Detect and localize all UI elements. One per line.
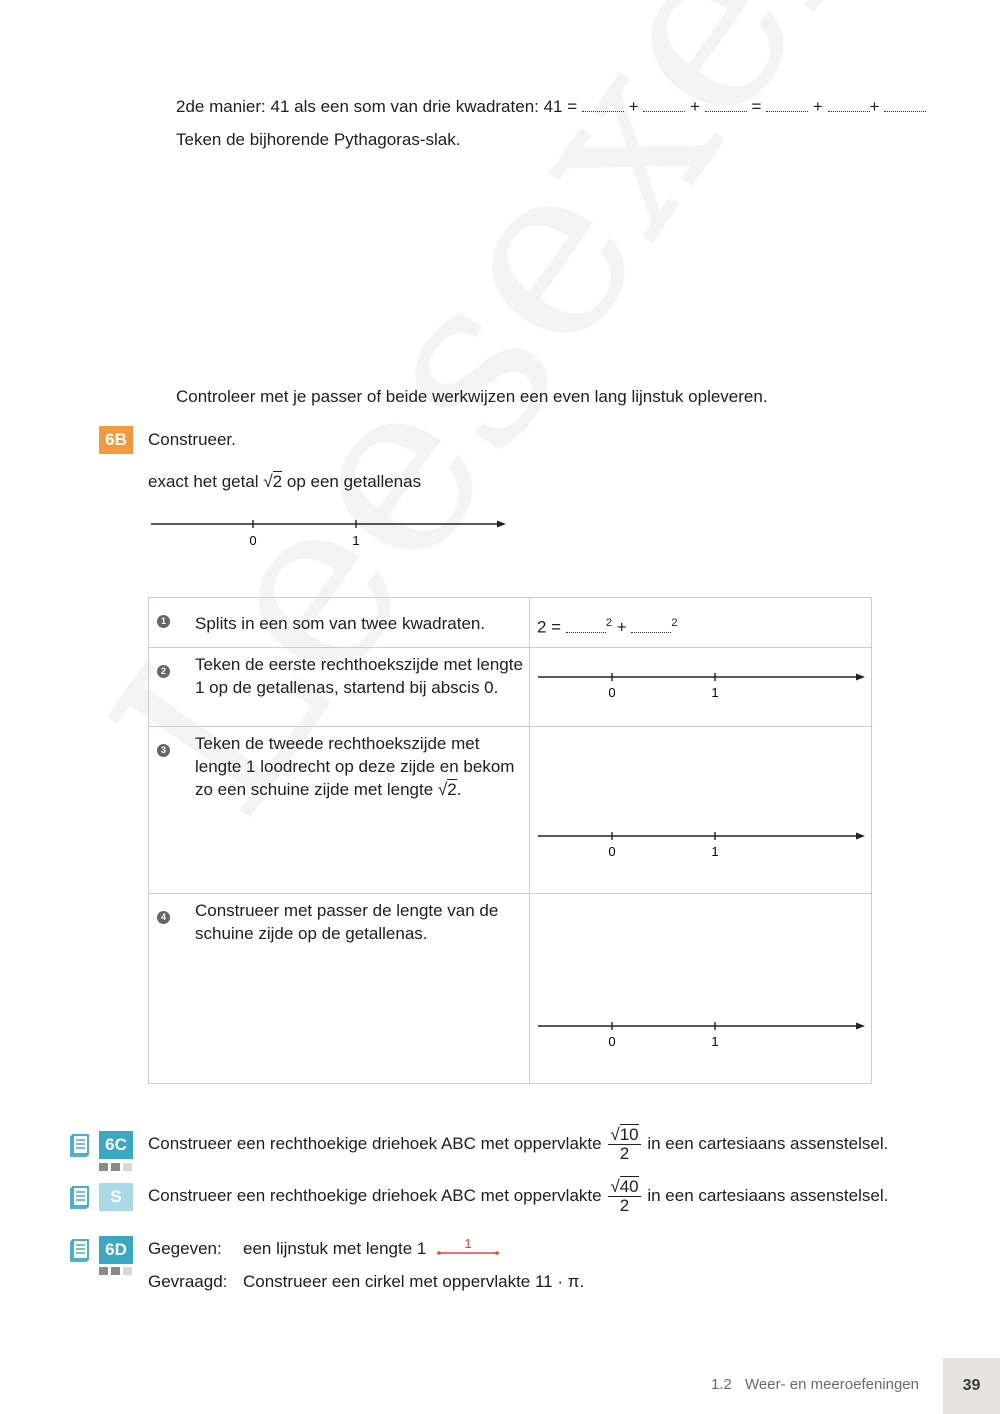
book-icon[interactable] — [69, 1133, 91, 1157]
blank-5[interactable] — [828, 99, 870, 112]
step-row-1 — [149, 598, 872, 648]
square-blank-2[interactable] — [631, 620, 671, 633]
6c-fraction: $\frac{√10}{2}$ — [610, 1125, 639, 1164]
asked-text: Construeer een cirkel met oppervlakte 11 · π. — [243, 1272, 585, 1291]
step-2-axis-label-0: 0 — [608, 685, 616, 700]
blank-1[interactable] — [582, 99, 624, 112]
step-1-answer — [530, 598, 872, 648]
step-2-number: 2 — [157, 665, 170, 678]
step-4-drawing[interactable] — [530, 894, 872, 1084]
exponent-1: 2 — [605, 617, 612, 629]
sqrt-symbol: √ — [437, 780, 448, 799]
step-1-text: Splits in een som van twee kwadraten. — [195, 614, 486, 633]
unit-segment — [435, 1236, 505, 1258]
given-label: Gegeven: — [148, 1239, 222, 1258]
axis-label-1: 1 — [352, 533, 360, 548]
blank-6[interactable] — [884, 99, 926, 112]
exercise-s-badge: S — [99, 1183, 133, 1211]
step-3-axis-label-0: 0 — [608, 844, 616, 859]
step-4-axis-label-1: 1 — [711, 1034, 719, 1049]
step-1-answer-line — [537, 612, 678, 639]
number-line-step-2 — [535, 670, 870, 702]
6c-denominator: 2 — [619, 1144, 630, 1164]
step-2-text: Teken de eerste rechthoekszijde met lengte 1 op de getallenas, startend bij abscis 0. — [195, 655, 523, 697]
s-suffix: in een cartesiaans assenstelsel. — [647, 1186, 889, 1205]
task-prefix: exact het getal — [148, 472, 259, 491]
blank-2[interactable] — [643, 99, 685, 112]
exponent-2: 2 — [671, 617, 678, 629]
page-number: 39 — [943, 1358, 1000, 1414]
step-2-axis-label-1: 1 — [711, 685, 719, 700]
task-suffix: op een getallenas — [286, 472, 422, 491]
number-line-main — [148, 515, 513, 555]
square-blank-1[interactable] — [566, 620, 606, 633]
plus-3: + — [812, 97, 823, 116]
number-line-step-3 — [535, 829, 870, 861]
step-4-text: Construeer met passer de lengte van de schuine zijde op de getallenas. — [195, 901, 499, 943]
check-instruction: Controleer met je passer of beide werkwijzen een even lang lijnstuk opleveren. — [176, 387, 768, 406]
given-text: een lijnstuk met lengte 1 — [243, 1239, 427, 1258]
sqrt-radicand: 2 — [272, 472, 283, 491]
book-icon[interactable] — [69, 1185, 91, 1209]
step-2-instruction — [149, 648, 530, 727]
exercise-6b-task — [148, 471, 421, 493]
step-4-instruction — [149, 894, 530, 1084]
method2-prefix: 2de manier: 41 als een som van drie kwadraten: 41 = — [176, 97, 578, 116]
segment-label: 1 — [464, 1236, 472, 1251]
exercise-6b-badge: 6B — [99, 426, 133, 454]
plus-1: + — [628, 97, 639, 116]
answer-plus: + — [616, 617, 627, 637]
step-3-axis-label-1: 1 — [711, 844, 719, 859]
step-3-radicand: 2 — [447, 780, 457, 799]
blank-3[interactable] — [705, 99, 747, 112]
footer-section: 1.2 — [711, 1376, 732, 1393]
step-1-number: 1 — [157, 615, 170, 628]
step-4-number: 4 — [157, 911, 170, 924]
book-icon[interactable] — [69, 1238, 91, 1262]
difficulty-bars-6d — [99, 1267, 133, 1275]
blank-4[interactable] — [766, 99, 808, 112]
s-denominator: 2 — [619, 1196, 630, 1216]
step-3-number: 3 — [157, 744, 170, 757]
step-3-instruction — [149, 727, 530, 894]
step-3-text-b: . — [456, 780, 462, 799]
step-3-drawing[interactable] — [530, 727, 872, 894]
step-4-axis-label-0: 0 — [608, 1034, 616, 1049]
exercise-6c-text — [148, 1124, 888, 1164]
s-radicand: 40 — [619, 1177, 639, 1197]
s-fraction: $\frac{√40}{2}$ — [610, 1177, 639, 1216]
equals-sign: = — [751, 97, 762, 116]
sqrt-symbol: √ — [263, 472, 273, 491]
step-row-4 — [149, 894, 872, 1084]
step-1-instruction — [149, 598, 530, 648]
steps-table — [148, 597, 872, 1084]
6c-radicand: 10 — [619, 1125, 639, 1145]
axis-label-0: 0 — [249, 533, 257, 548]
answer-prefix: 2 = — [537, 617, 562, 637]
plus-2: + — [690, 97, 700, 116]
exercise-6d-badge: 6D — [99, 1236, 133, 1264]
step-row-3 — [149, 727, 872, 894]
exercise-6c-badge: 6C — [99, 1131, 133, 1159]
asked-label: Gevraagd: — [148, 1272, 228, 1291]
step-3-text-a: Teken de tweede rechthoekszijde met lengte 1 loodrecht op deze zijde en bekom zo een schuine zijde met lengte — [195, 734, 515, 799]
method2-line — [176, 96, 926, 118]
step-3-text — [195, 732, 525, 801]
step-2-drawing[interactable] — [530, 648, 872, 727]
footer-title: Weer- en meeroefeningen — [745, 1376, 919, 1393]
number-line-step-4 — [535, 1019, 870, 1051]
exercise-s-text — [148, 1176, 888, 1216]
step-row-2 — [149, 648, 872, 727]
plus-4: + — [869, 97, 880, 116]
draw-instruction: Teken de bijhorende Pythagoras-slak. — [176, 130, 461, 149]
exercise-6b-title: Construeer. — [148, 430, 236, 449]
difficulty-bars-6c — [99, 1163, 133, 1171]
6c-prefix: Construeer een rechthoekige driehoek ABC met oppervlakte — [148, 1134, 602, 1153]
6c-suffix: in een cartesiaans assenstelsel. — [647, 1134, 889, 1153]
s-prefix: Construeer een rechthoekige driehoek ABC met oppervlakte — [148, 1186, 602, 1205]
drawing-area[interactable] — [176, 160, 876, 375]
